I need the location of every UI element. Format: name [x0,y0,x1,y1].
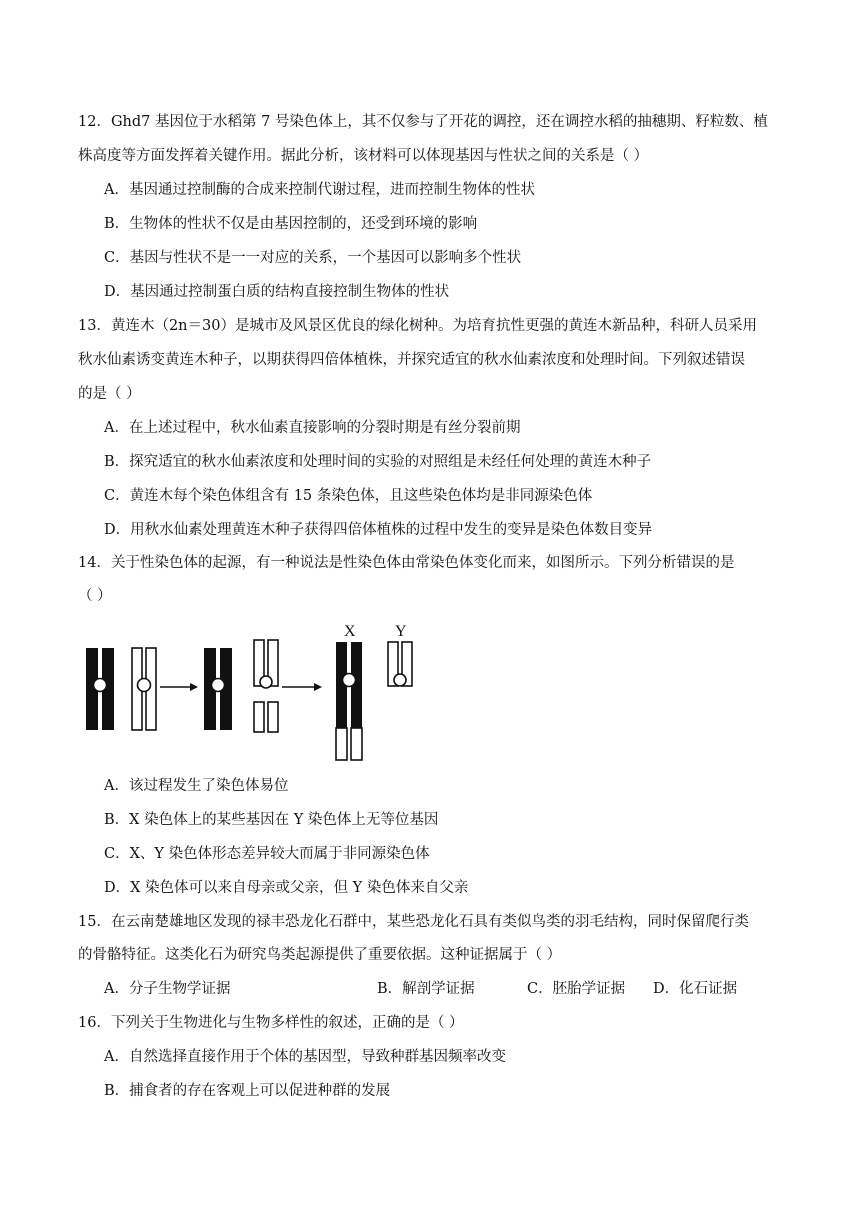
q13-option-b: B．探究适宜的秋水仙素浓度和处理时间的实验的对照组是未经任何处理的黄连木种子 [104,454,652,470]
q14-stem-line1: 14．关于性染色体的起源，有一种说法是性染色体由常染色体变化而来，如图所示。下列分析错误的是 [78,555,735,571]
q14-stem-line2: （ ） [78,588,112,604]
y-label: Y [395,623,407,640]
q16-stem-line1: 16．下列关于生物进化与生物多样性的叙述，正确的是（ ） [78,1015,464,1031]
q14-option-a: A．该过程发生了染色体易位 [104,778,289,794]
q15-option-c: C．胚胎学证据 [527,981,626,997]
arrow-2 [282,683,322,691]
q12-stem-line1: 12．Ghd7 基因位于水稻第 7 号染色体上，其不仅参与了开花的调控，还在调控水稻的抽穗期、籽粒数、植 [78,114,768,130]
q14-option-c: C．X、Y 染色体形态差异较大而属于非同源染色体 [104,846,430,862]
q13-option-a: A．在上述过程中，秋水仙素直接影响的分裂时期是有丝分裂前期 [104,420,521,436]
q14-option-d: D．X 染色体可以来自母亲或父亲，但 Y 染色体来自父亲 [104,880,469,896]
q12-option-d: D．基因通过控制蛋白质的结构直接控制生物体的性状 [104,284,450,300]
chromosome-pair-1 [86,648,156,730]
q13-stem-line1: 13．黄连木（2n＝30）是城市及风景区优良的绿化树种。为培育抗性更强的黄连木新品种，科研人员采用 [78,318,757,334]
q13-option-d: D．用秋水仙素处理黄连木种子获得四倍体植株的过程中发生的变异是染色体数目变异 [104,522,653,538]
q16-option-b: B．捕食者的存在客观上可以促进种群的发展 [104,1083,391,1099]
q13-stem-line3: 的是（ ） [78,386,141,402]
x-label: X [344,623,356,640]
q12-option-a: A．基因通过控制酶的合成来控制代谢过程，进而控制生物体的性状 [104,182,535,198]
q13-option-c: C．黄连木每个染色体组含有 15 条染色体，且这些染色体均是非同源染色体 [104,488,593,504]
q12-stem-line2: 株高度等方面发挥着关键作用。据此分析，该材料可以体现基因与性状之间的关系是（ ） [78,148,649,164]
y-chromosome [388,642,412,686]
q12-option-b: B．生物体的性状不仅是由基因控制的，还受到环境的影响 [104,216,478,232]
q15-stem-line1: 15．在云南楚雄地区发现的禄丰恐龙化石群中，某些恐龙化石具有类似鸟类的羽毛结构，同时保留爬行类 [78,914,749,930]
arrow-1 [160,683,198,691]
q15-option-a: A．分子生物学证据 [104,981,231,997]
chromosome-diagram [82,620,432,765]
x-chromosome [336,642,362,760]
q15-option-b: B．解剖学证据 [377,981,475,997]
q15-option-d: D．化石证据 [653,981,738,997]
q12-option-c: C．基因与性状不是一一对应的关系，一个基因可以影响多个性状 [104,250,522,266]
q16-option-a: A．自然选择直接作用于个体的基因型，导致种群基因频率改变 [104,1049,506,1065]
chromosome-pair-2 [204,640,278,732]
q13-stem-line2: 秋水仙素诱变黄连木种子，以期获得四倍体植株，并探究适宜的秋水仙素浓度和处理时间。下列叙述错误 [78,352,745,368]
q14-option-b: B．X 染色体上的某些基因在 Y 染色体上无等位基因 [104,812,439,828]
q15-stem-line2: 的骨骼特征。这类化石为研究鸟类起源提供了重要依据。这种证据属于（ ） [78,947,562,963]
